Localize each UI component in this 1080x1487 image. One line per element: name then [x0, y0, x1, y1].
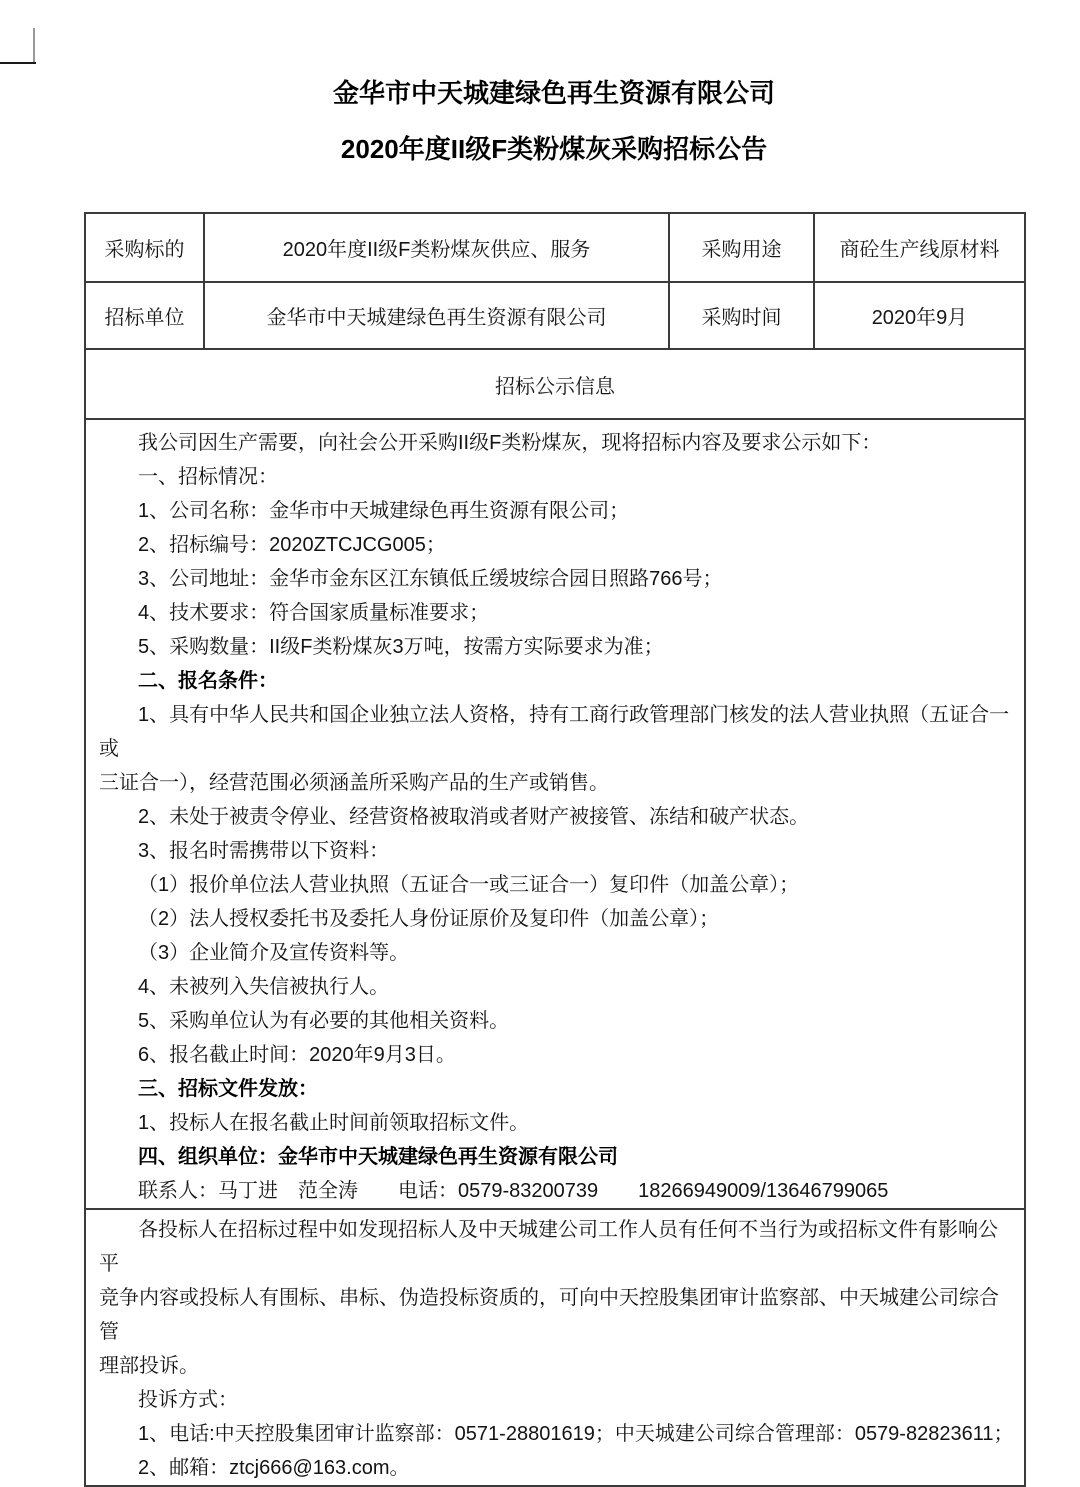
complaint-body [85, 1209, 1025, 1486]
procurement-use-label: 采购用途 [669, 213, 814, 282]
announcement-line: 1、投标人在报名截止时间前领取招标文件。 [138, 1112, 530, 1134]
announcement-line: 一、招标情况： [138, 466, 278, 488]
announcement-line: （1）报价单位法人营业执照（五证合一或三证合一）复印件（加盖公章）； [138, 874, 800, 896]
announcement-line: 5、采购数量：II级F类粉煤灰3万吨，按需方实际要求为准； [138, 636, 664, 658]
announcement-line: 3、公司地址：金华市金东区江东镇低丘缓坡综合园日照路766号； [138, 568, 723, 590]
complaint-phone-line: 1、电话:中天控股集团审计监察部：0571-28801619；中天城建公司综合管理部：0579-82823611； [138, 1423, 1014, 1445]
procurement-time-label: 采购时间 [669, 282, 814, 349]
announcement-line: 4、未被列入失信被执行人。 [138, 976, 390, 998]
announcement-line: 6、报名截止时间：2020年9月3日。 [138, 1044, 456, 1066]
announcement-line: （2）法人授权委托书及委托人身份证原价及复印件（加盖公章）； [138, 908, 720, 930]
corner-crop-mark-horizontal [0, 62, 36, 64]
announcement-line: 5、采购单位认为有必要的其他相关资料。 [138, 1010, 510, 1032]
announcement-line: 2、未处于被责令停业、经营资格被取消或者财产被接管、冻结和破产状态。 [138, 806, 810, 828]
procurement-subject-value: 2020年度II级F类粉煤灰供应、服务 [204, 213, 669, 282]
announcement-section-heading: 三、招标文件发放： [138, 1078, 318, 1100]
announcement-line: 1、具有中华人民共和国企业独立法人资格，持有工商行政管理部门核发的法人营业执照（五证合一或 [99, 704, 1010, 760]
announcement-line: 我公司因生产需要，向社会公开采购II级F类粉煤灰，现将招标内容及要求公示如下： [138, 432, 882, 454]
tender-unit-label: 招标单位 [85, 282, 204, 349]
announcement-line: 三证合一），经营范围必须涵盖所采购产品的生产或销售。 [99, 772, 609, 794]
announcement-title: 2020年度II级F类粉煤灰采购招标公告 [340, 134, 768, 164]
complaint-line: 各投标人在招标过程中如发现招标人及中天城建公司工作人员有任何不当行为或招标文件有影响公平 [99, 1219, 998, 1275]
tender-info-table [84, 212, 1026, 1487]
announcement-line: 2、招标编号：2020ZTCJCG005； [138, 534, 446, 556]
announcement-line: 1、公司名称：金华市中天城建绿色再生资源有限公司； [138, 500, 630, 522]
complaint-line: 竞争内容或投标人有围标、串标、伪造投标资质的，可向中天控股集团审计监察部、中天城建公司综合管 [99, 1287, 999, 1343]
announcement-section-heading: 二、报名条件： [138, 670, 278, 692]
announcement-line: 4、技术要求：符合国家质量标准要求； [138, 602, 490, 624]
tender-unit-value: 金华市中天城建绿色再生资源有限公司 [204, 282, 669, 349]
contact-line: 联系人：马丁进 范全涛 电话：0579-83200739 18266949009/13646799065 [138, 1180, 889, 1202]
section-header: 招标公示信息 [85, 349, 1025, 419]
table-row [85, 282, 1025, 349]
complaint-email-line: 2、邮箱：ztcj666@163.com。 [138, 1457, 410, 1479]
table-row [85, 1209, 1025, 1486]
corner-crop-mark-vertical [33, 28, 35, 63]
announcement-body [85, 419, 1025, 1209]
announcement-section-heading: 四、组织单位：金华市中天城建绿色再生资源有限公司 [138, 1146, 618, 1168]
table-row [85, 349, 1025, 419]
announcement-line: 3、报名时需携带以下资料： [138, 840, 390, 862]
announcement-line: （3）企业简介及宣传资料等。 [138, 942, 410, 964]
complaint-line: 理部投诉。 [99, 1355, 199, 1377]
procurement-time-value: 2020年9月 [814, 282, 1025, 349]
table-row [85, 419, 1025, 1209]
complaint-line: 投诉方式： [138, 1389, 238, 1411]
company-title: 金华市中天城建绿色再生资源有限公司 [332, 78, 775, 108]
procurement-subject-label: 采购标的 [85, 213, 204, 282]
procurement-use-value: 商砼生产线原材料 [814, 213, 1025, 282]
table-row [85, 213, 1025, 282]
